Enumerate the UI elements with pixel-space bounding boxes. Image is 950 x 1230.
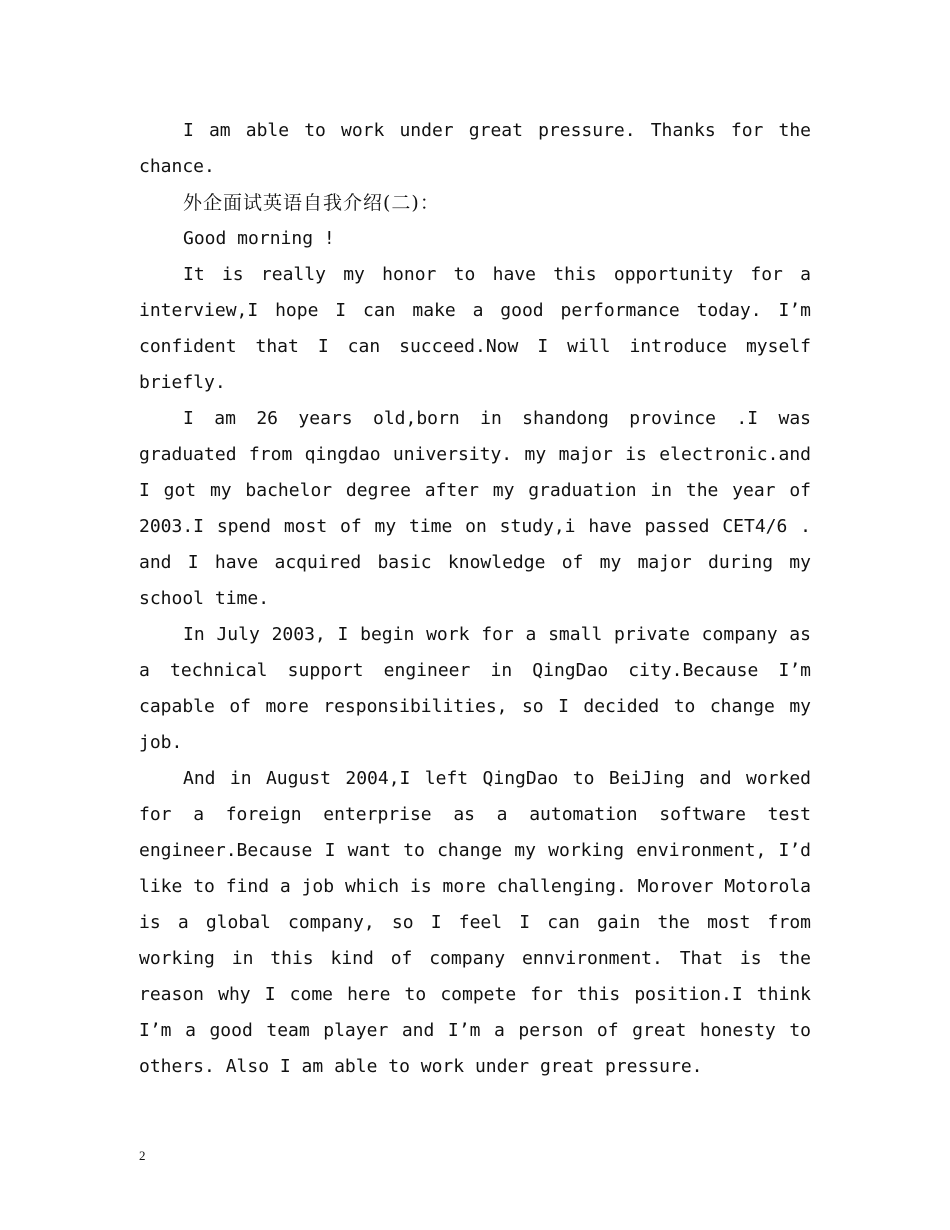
paragraph-intro: It is really my honor to have this opportunity for a interview,I hope I can make a good performance today. I’m confident that I can succeed.Now I will introduce myself briefly. [139, 264, 811, 393]
paragraph-second-job: And in August 2004,I left QingDao to BeiJing and worked for a foreign enterprise as a automation software test engineer.Because I want to change my working environment, I’d like to find a job which is more challenging. Morover Motorola is a global company, so I feel I can gain the most from working in this kind of company ennvironment. That is the reason why I come here to compete for this position.I think I’m a good team player and I’m a person of great honesty to others. Also I am able to work under great pressure. [139, 768, 811, 1077]
paragraph-first-job: In July 2003, I begin work for a small private company as a technical support engineer in QingDao city.Because I’m capable of more responsibilities, so I decided to change my job. [139, 624, 811, 753]
document-body [139, 113, 811, 1085]
paragraph-closing: I am able to work under great pressure. Thanks for the chance. [139, 120, 811, 177]
paragraph-education: I am 26 years old,born in shandong province .I was graduated from qingdao university. my major is electronic.and I got my bachelor degree after my graduation in the year of 2003.I spend most of my time on study,i have passed CET4/6 . and I have acquired basic knowledge of my major during my school time. [139, 408, 811, 609]
section-heading: 外企面试英语自我介绍(二)： [183, 192, 440, 214]
paragraph-greeting: Good morning ! [183, 228, 335, 249]
page-number: 2 [139, 1148, 146, 1163]
